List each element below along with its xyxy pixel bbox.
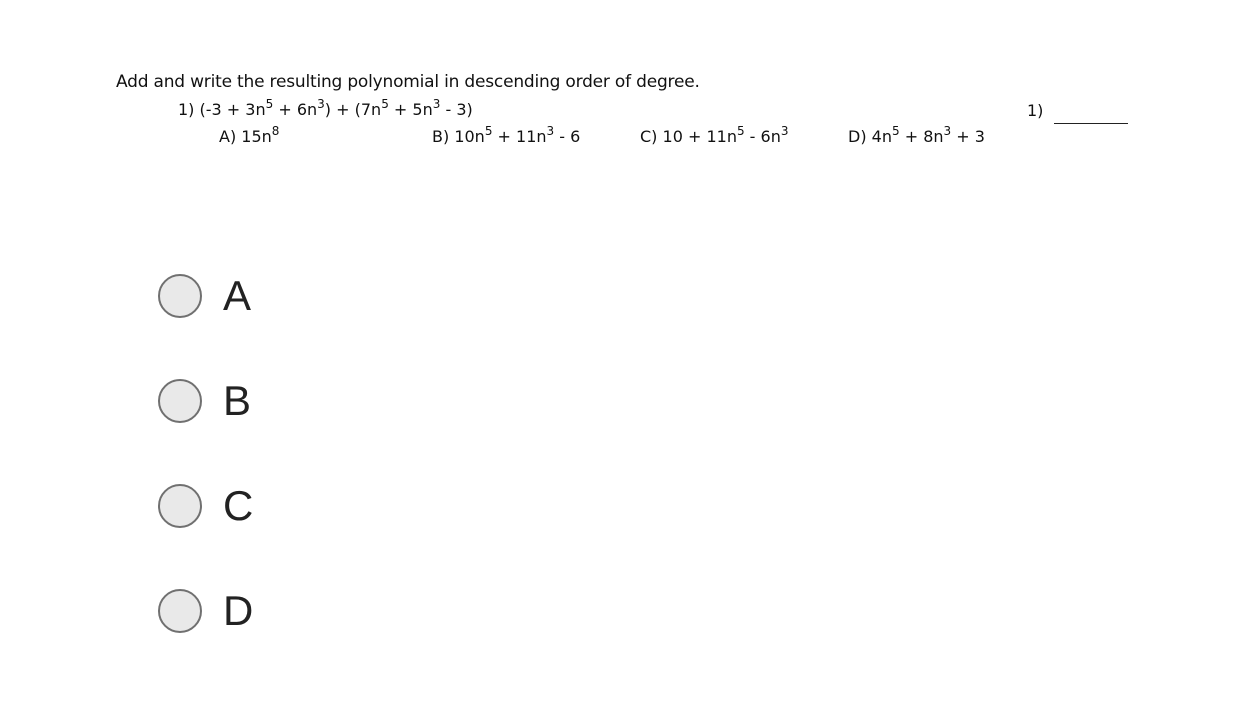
option-a[interactable] (158, 272, 253, 320)
radio-c[interactable] (158, 484, 202, 528)
radio-d[interactable] (158, 589, 202, 633)
option-b[interactable] (158, 377, 253, 425)
answer-blank-line (1054, 123, 1128, 124)
option-b-label[interactable]: B (223, 377, 252, 424)
option-a-label[interactable]: A (223, 272, 252, 319)
answer-number: 1) (1027, 101, 1044, 120)
problem-number: 1) (178, 100, 195, 119)
problem-text: $(-3 + 3n^5 + 6n^3) + (7n^5 + 5n^3 - 3)$ (199, 97, 473, 119)
question-instruction: Add and write the resulting polynomial in descending order of degree. (116, 72, 700, 92)
problem-expression (178, 97, 473, 119)
choice-a-text: A) $15n^8$ (219, 124, 280, 146)
radio-a[interactable] (158, 274, 202, 318)
radio-b[interactable] (158, 379, 202, 423)
choice-c-text: C) $10 + 11n^5 - 6n^3$ (640, 124, 789, 146)
option-c-label[interactable]: C (223, 482, 254, 529)
question-image (0, 0, 1242, 170)
option-c[interactable] (158, 482, 253, 530)
option-d-label[interactable]: D (223, 587, 254, 634)
option-d[interactable] (158, 587, 253, 635)
answer-options (158, 272, 253, 692)
choice-d-text: D) $4n^5 + 8n^3 + 3$ (848, 124, 985, 146)
choice-b-text: B) $10n^5 + 11n^3 - 6$ (432, 124, 581, 146)
